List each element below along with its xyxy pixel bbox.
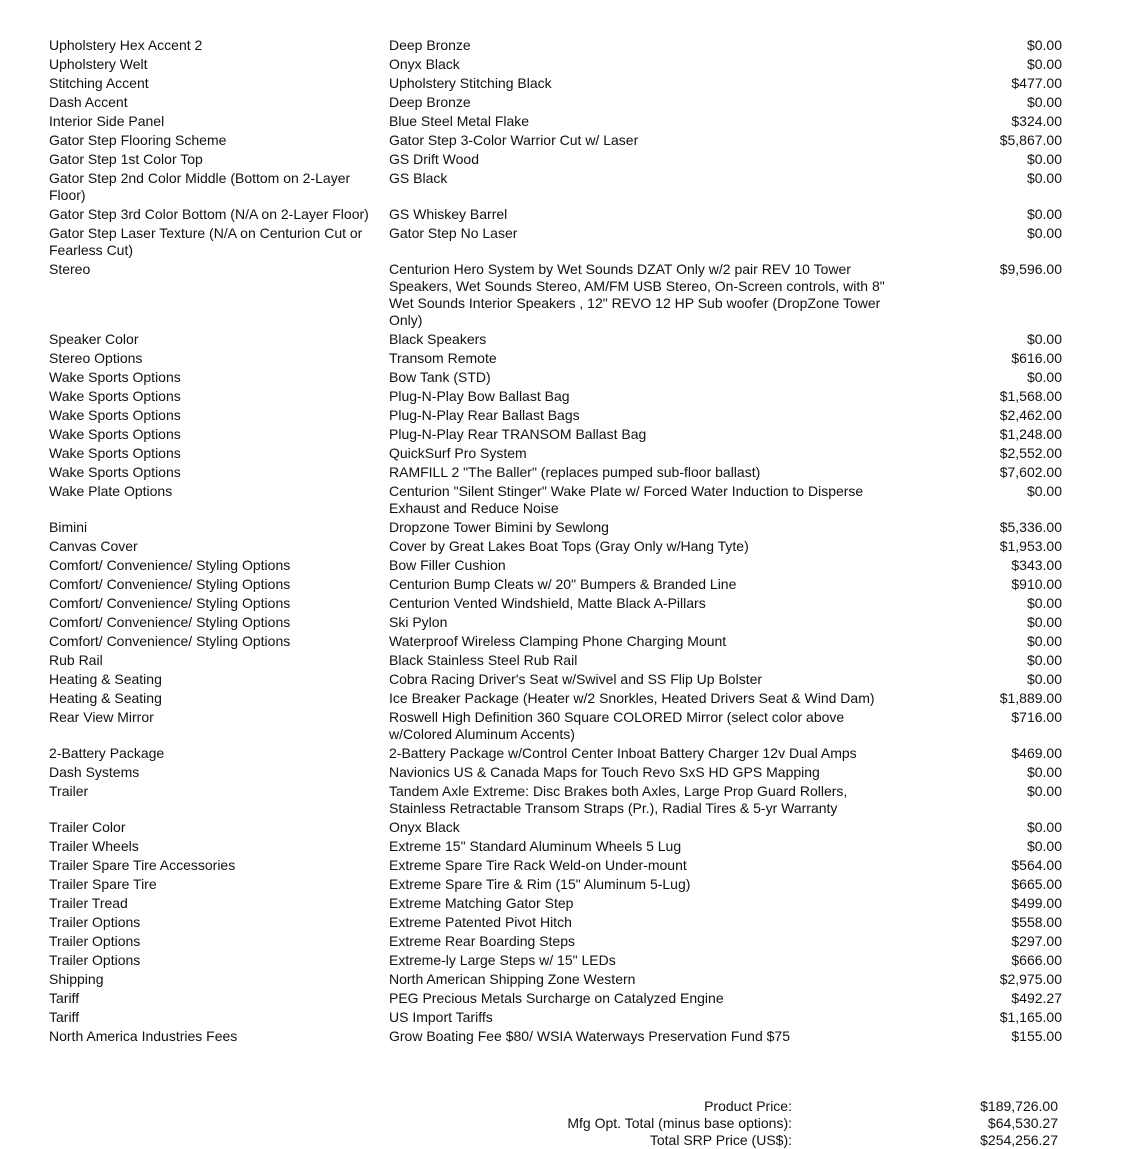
option-description: Extreme Spare Tire & Rim (15" Aluminum 5-Lug) xyxy=(389,876,691,892)
option-description: Extreme 15" Standard Aluminum Wheels 5 Lug xyxy=(389,838,682,854)
total-label: Mfg Opt. Total (minus base options): xyxy=(567,1115,792,1131)
option-description: Onyx Black xyxy=(389,819,460,835)
option-category: Shipping xyxy=(49,971,104,987)
option-description: Transom Remote xyxy=(389,350,497,366)
option-category: Wake Sports Options xyxy=(49,388,181,404)
option-price: $0.00 xyxy=(1026,37,1062,53)
option-price: $665.00 xyxy=(1011,876,1062,892)
option-row xyxy=(49,225,1062,259)
option-description: Centurion Vented Windshield, Matte Black A-Pillars xyxy=(389,595,706,611)
option-row xyxy=(49,614,1062,631)
option-price: $0.00 xyxy=(1026,838,1062,854)
option-description: 2-Battery Package w/Control Center Inboat Battery Charger 12v Dual Amps xyxy=(389,745,857,761)
option-price: $469.00 xyxy=(1011,745,1062,761)
option-price: $7,602.00 xyxy=(999,464,1062,480)
option-price: $492.27 xyxy=(1011,990,1062,1006)
option-description: GS Whiskey Barrel xyxy=(389,206,508,222)
option-description: Plug-N-Play Rear TRANSOM Ballast Bag xyxy=(389,426,647,442)
option-description: Tandem Axle Extreme: Disc Brakes both Axles, Large Prop Guard Rollers, Stainless Retractable Transom Straps (Pr.), Radial Tires & 5-yr Warranty xyxy=(389,783,848,816)
option-description: Navionics US & Canada Maps for Touch Revo SxS HD GPS Mapping xyxy=(389,764,820,780)
total-value: $254,256.27 xyxy=(980,1132,1058,1148)
option-category: Gator Step 1st Color Top xyxy=(49,151,203,167)
option-price: $1,568.00 xyxy=(999,388,1062,404)
option-row xyxy=(49,690,1062,707)
option-description: North American Shipping Zone Western xyxy=(389,971,636,987)
option-row xyxy=(49,745,1062,762)
total-row xyxy=(0,1132,1124,1149)
option-description: GS Drift Wood xyxy=(389,151,479,167)
option-row xyxy=(49,557,1062,574)
option-price: $0.00 xyxy=(1026,671,1062,687)
option-description: Onyx Black xyxy=(389,56,460,72)
option-row xyxy=(49,426,1062,443)
option-row xyxy=(49,709,1062,743)
total-row xyxy=(0,1098,1124,1115)
option-row xyxy=(49,876,1062,893)
option-description: Black Stainless Steel Rub Rail xyxy=(389,652,578,668)
option-row xyxy=(49,764,1062,781)
option-row xyxy=(49,56,1062,73)
option-row xyxy=(49,464,1062,481)
option-description: Gator Step No Laser xyxy=(389,225,518,241)
option-row xyxy=(49,261,1062,329)
option-category: Wake Sports Options xyxy=(49,464,181,480)
option-category: Comfort/ Convenience/ Styling Options xyxy=(49,576,291,592)
option-price: $666.00 xyxy=(1011,952,1062,968)
option-category: Rub Rail xyxy=(49,652,103,668)
option-category: Trailer Spare Tire Accessories xyxy=(49,857,236,873)
option-category: Upholstery Welt xyxy=(49,56,148,72)
option-category: Comfort/ Convenience/ Styling Options xyxy=(49,614,291,630)
option-row xyxy=(49,483,1062,517)
option-row xyxy=(49,671,1062,688)
option-description: Plug-N-Play Rear Ballast Bags xyxy=(389,407,580,423)
option-description: Ski Pylon xyxy=(389,614,448,630)
option-row xyxy=(49,445,1062,462)
option-price: $0.00 xyxy=(1026,652,1062,668)
option-category: Heating & Seating xyxy=(49,671,162,687)
option-category: Wake Sports Options xyxy=(49,426,181,442)
option-row xyxy=(49,132,1062,149)
option-description: Blue Steel Metal Flake xyxy=(389,113,530,129)
option-row xyxy=(49,369,1062,386)
total-label: Product Price: xyxy=(704,1098,792,1114)
option-description: PEG Precious Metals Surcharge on Catalyzed Engine xyxy=(389,990,724,1006)
option-price: $2,462.00 xyxy=(999,407,1062,423)
option-row xyxy=(49,990,1062,1007)
option-category: Rear View Mirror xyxy=(49,709,154,725)
option-row xyxy=(49,895,1062,912)
option-price: $5,336.00 xyxy=(999,519,1062,535)
option-price: $616.00 xyxy=(1011,350,1062,366)
option-price: $558.00 xyxy=(1011,914,1062,930)
option-row xyxy=(49,838,1062,855)
option-row xyxy=(49,350,1062,367)
option-price: $5,867.00 xyxy=(999,132,1062,148)
option-category: Trailer Spare Tire xyxy=(49,876,157,892)
total-label: Total SRP Price (US$): xyxy=(649,1132,792,1148)
option-price: $564.00 xyxy=(1011,857,1062,873)
option-row xyxy=(49,633,1062,650)
option-category: Tariff xyxy=(49,990,80,1006)
option-price: $155.00 xyxy=(1011,1028,1062,1044)
option-description: Centurion Hero System by Wet Sounds DZAT Only w/2 pair REV 10 Tower Speakers, Wet Sounds Stereo, AM/FM USB Stereo, On-Screen controls, with 8" Wet Sounds Interior Speakers , 12" REVO 12 HP Sub woofer (DropZone Tower Only) xyxy=(389,261,885,328)
option-price: $477.00 xyxy=(1011,75,1062,91)
option-description: Grow Boating Fee $80/ WSIA Waterways Preservation Fund $75 xyxy=(389,1028,791,1044)
option-price: $2,552.00 xyxy=(999,445,1062,461)
option-description: Ice Breaker Package (Heater w/2 Snorkles, Heated Drivers Seat & Wind Dam) xyxy=(389,690,875,706)
option-description: Centurion Bump Cleats w/ 20" Bumpers & Branded Line xyxy=(389,576,737,592)
option-category: Comfort/ Convenience/ Styling Options xyxy=(49,557,291,573)
option-row xyxy=(49,538,1062,555)
option-row xyxy=(49,971,1062,988)
option-row xyxy=(49,37,1062,54)
option-row xyxy=(49,952,1062,969)
option-category: Wake Plate Options xyxy=(49,483,173,499)
totals-section xyxy=(0,1098,1124,1149)
option-category: Gator Step Laser Texture (N/A on Centurion Cut or Fearless Cut) xyxy=(49,225,363,258)
option-category: North America Industries Fees xyxy=(49,1028,238,1044)
option-description: GS Black xyxy=(389,170,448,186)
option-category: Comfort/ Convenience/ Styling Options xyxy=(49,633,291,649)
option-price: $324.00 xyxy=(1011,113,1062,129)
option-category: Dash Accent xyxy=(49,94,128,110)
option-row xyxy=(49,914,1062,931)
option-description: Centurion "Silent Stinger" Wake Plate w/ Forced Water Induction to Disperse Exhaust and Reduce Noise xyxy=(389,483,864,516)
option-category: Trailer Color xyxy=(49,819,126,835)
option-category: Wake Sports Options xyxy=(49,445,181,461)
option-category: Comfort/ Convenience/ Styling Options xyxy=(49,595,291,611)
option-price: $0.00 xyxy=(1026,94,1062,110)
option-price: $0.00 xyxy=(1026,206,1062,222)
total-value: $189,726.00 xyxy=(980,1098,1058,1114)
option-price: $0.00 xyxy=(1026,783,1062,799)
option-row xyxy=(49,94,1062,111)
option-description: Extreme Patented Pivot Hitch xyxy=(389,914,572,930)
option-category: Trailer Options xyxy=(49,933,141,949)
option-description: Cover by Great Lakes Boat Tops (Gray Only w/Hang Tyte) xyxy=(389,538,749,554)
option-category: Canvas Cover xyxy=(49,538,138,554)
option-price: $0.00 xyxy=(1026,331,1062,347)
option-category: 2-Battery Package xyxy=(49,745,165,761)
total-value: $64,530.27 xyxy=(987,1115,1058,1131)
option-description: Extreme Spare Tire Rack Weld-on Under-mount xyxy=(389,857,687,873)
option-description: Bow Tank (STD) xyxy=(389,369,491,385)
option-row xyxy=(49,1028,1062,1045)
option-description: Black Speakers xyxy=(389,331,487,347)
option-category: Trailer xyxy=(49,783,89,799)
option-price: $0.00 xyxy=(1026,56,1062,72)
option-row xyxy=(49,933,1062,950)
option-row xyxy=(49,1009,1062,1026)
option-category: Trailer Tread xyxy=(49,895,128,911)
option-price: $9,596.00 xyxy=(999,261,1062,277)
option-price: $0.00 xyxy=(1026,819,1062,835)
option-category: Gator Step 3rd Color Bottom (N/A on 2-Layer Floor) xyxy=(49,206,369,222)
option-category: Trailer Options xyxy=(49,914,141,930)
option-description: Extreme-ly Large Steps w/ 15" LEDs xyxy=(389,952,616,968)
option-category: Upholstery Hex Accent 2 xyxy=(49,37,203,53)
option-price: $1,248.00 xyxy=(999,426,1062,442)
total-row xyxy=(0,1115,1124,1132)
options-table xyxy=(49,37,1062,1047)
option-description: Roswell High Definition 360 Square COLORED Mirror (select color above w/Colored Aluminum Accents) xyxy=(389,709,845,742)
option-price: $716.00 xyxy=(1011,709,1062,725)
option-price: $1,889.00 xyxy=(999,690,1062,706)
option-category: Trailer Options xyxy=(49,952,141,968)
option-category: Gator Step Flooring Scheme xyxy=(49,132,227,148)
option-category: Stitching Accent xyxy=(49,75,149,91)
option-category: Bimini xyxy=(49,519,88,535)
option-category: Stereo Options xyxy=(49,350,143,366)
option-description: Bow Filler Cushion xyxy=(389,557,506,573)
option-row xyxy=(49,113,1062,130)
option-row xyxy=(49,576,1062,593)
option-description: Cobra Racing Driver's Seat w/Swivel and SS Flip Up Bolster xyxy=(389,671,763,687)
option-row xyxy=(49,519,1062,536)
option-description: Gator Step 3-Color Warrior Cut w/ Laser xyxy=(389,132,639,148)
option-row xyxy=(49,652,1062,669)
option-category: Speaker Color xyxy=(49,331,139,347)
option-row xyxy=(49,75,1062,92)
option-price: $1,165.00 xyxy=(999,1009,1062,1025)
option-row xyxy=(49,170,1062,204)
option-description: Plug-N-Play Bow Ballast Bag xyxy=(389,388,570,404)
option-price: $0.00 xyxy=(1026,369,1062,385)
option-price: $0.00 xyxy=(1026,151,1062,167)
option-price: $297.00 xyxy=(1011,933,1062,949)
option-price: $0.00 xyxy=(1026,764,1062,780)
option-price: $2,975.00 xyxy=(999,971,1062,987)
option-price: $1,953.00 xyxy=(999,538,1062,554)
option-price: $0.00 xyxy=(1026,225,1062,241)
option-description: Extreme Matching Gator Step xyxy=(389,895,574,911)
option-price: $0.00 xyxy=(1026,595,1062,611)
option-category: Gator Step 2nd Color Middle (Bottom on 2-Layer Floor) xyxy=(49,170,351,203)
option-category: Dash Systems xyxy=(49,764,140,780)
option-category: Trailer Wheels xyxy=(49,838,139,854)
option-price: $910.00 xyxy=(1011,576,1062,592)
option-price: $0.00 xyxy=(1026,614,1062,630)
option-price: $499.00 xyxy=(1011,895,1062,911)
option-description: QuickSurf Pro System xyxy=(389,445,527,461)
option-row xyxy=(49,388,1062,405)
option-category: Interior Side Panel xyxy=(49,113,165,129)
option-price: $0.00 xyxy=(1026,170,1062,186)
option-category: Wake Sports Options xyxy=(49,407,181,423)
option-row xyxy=(49,331,1062,348)
option-description: Deep Bronze xyxy=(389,94,471,110)
option-row xyxy=(49,783,1062,817)
option-description: Dropzone Tower Bimini by Sewlong xyxy=(389,519,609,535)
option-description: Deep Bronze xyxy=(389,37,471,53)
option-description: Upholstery Stitching Black xyxy=(389,75,552,91)
option-row xyxy=(49,595,1062,612)
option-row xyxy=(49,151,1062,168)
option-category: Tariff xyxy=(49,1009,80,1025)
option-row xyxy=(49,857,1062,874)
option-category: Wake Sports Options xyxy=(49,369,181,385)
option-category: Stereo xyxy=(49,261,91,277)
option-price: $343.00 xyxy=(1011,557,1062,573)
option-row xyxy=(49,407,1062,424)
option-row xyxy=(49,819,1062,836)
option-description: Extreme Rear Boarding Steps xyxy=(389,933,575,949)
option-row xyxy=(49,206,1062,223)
option-category: Heating & Seating xyxy=(49,690,162,706)
option-description: US Import Tariffs xyxy=(389,1009,493,1025)
option-description: Waterproof Wireless Clamping Phone Charging Mount xyxy=(389,633,727,649)
option-price: $0.00 xyxy=(1026,633,1062,649)
option-price: $0.00 xyxy=(1026,483,1062,499)
option-description: RAMFILL 2 "The Baller" (replaces pumped sub-floor ballast) xyxy=(389,464,761,480)
